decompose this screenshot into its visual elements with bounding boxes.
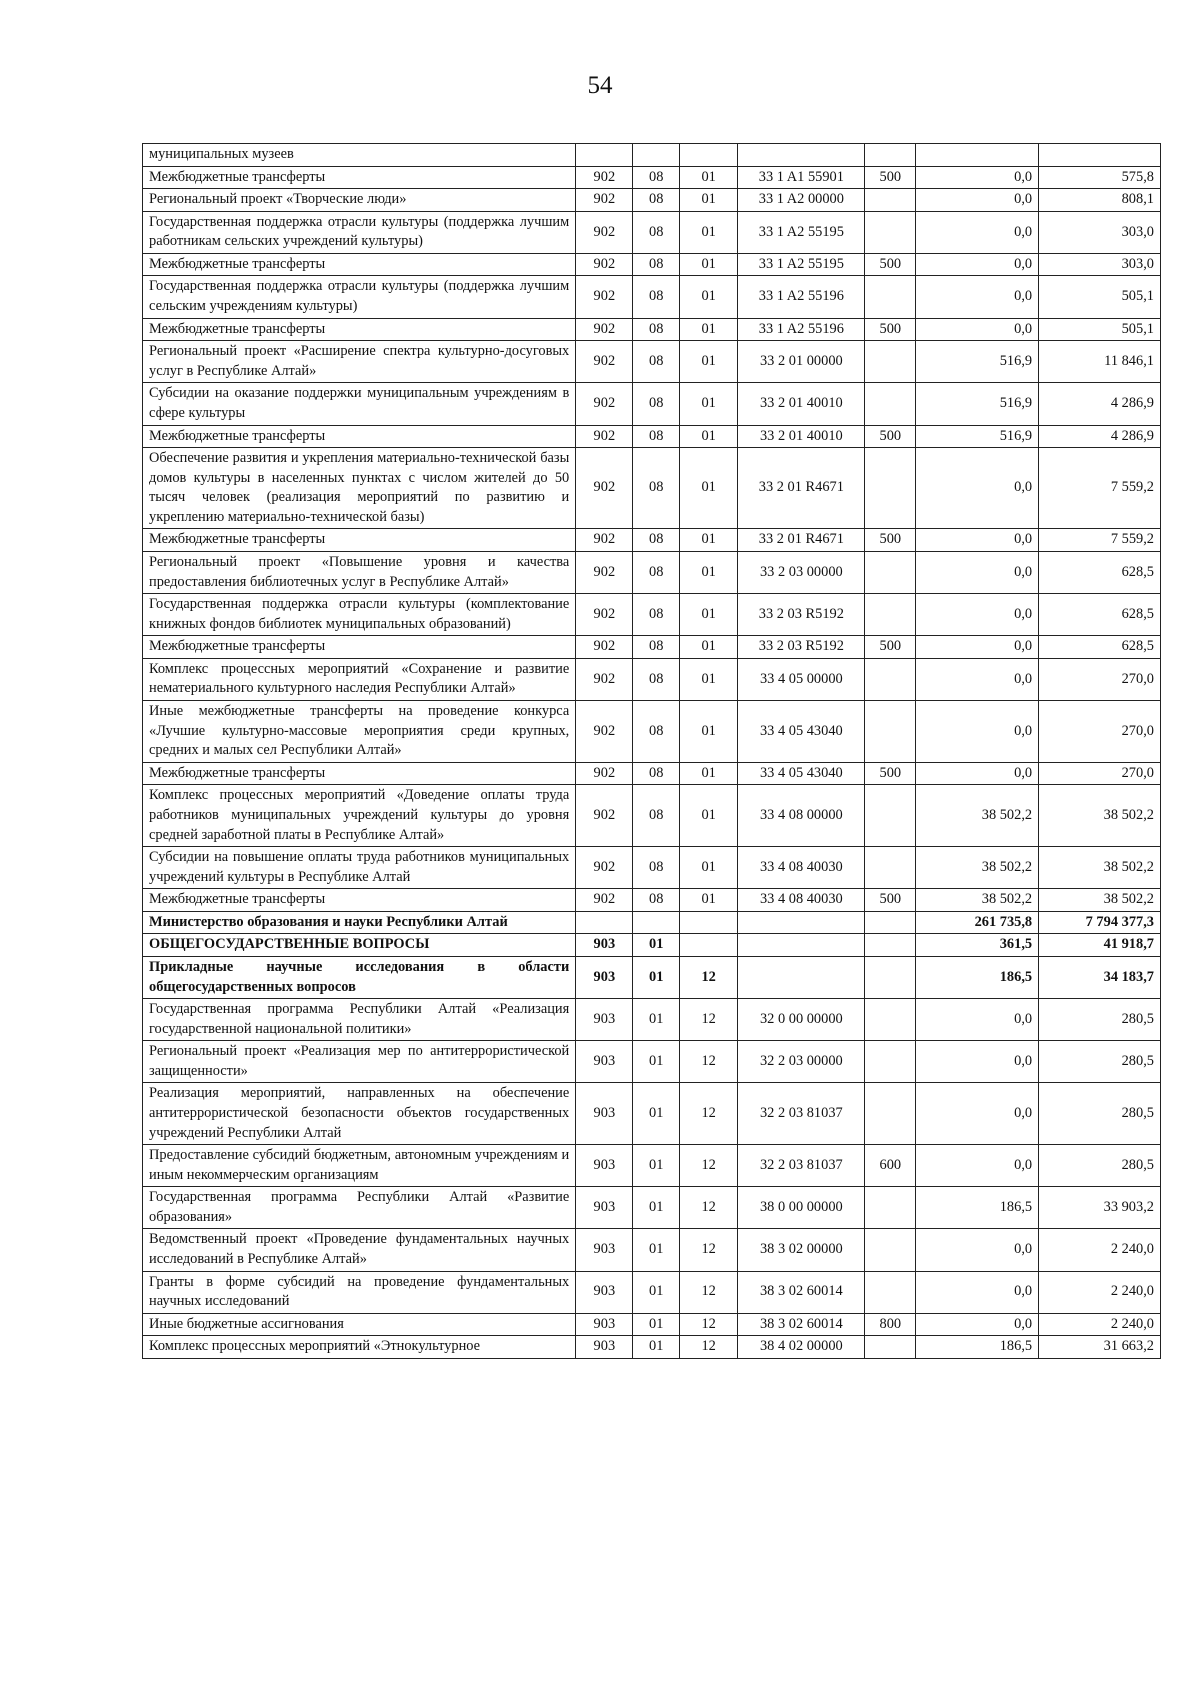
- target-article-code: 32 2 03 00000: [738, 1041, 865, 1083]
- department-code: 902: [576, 211, 633, 253]
- amount-1: 0,0: [916, 448, 1039, 529]
- expense-type-code: [865, 1041, 916, 1083]
- expense-type-code: 500: [865, 425, 916, 448]
- department-code: 903: [576, 1313, 633, 1336]
- expense-type-code: [865, 785, 916, 847]
- section-code: 08: [633, 889, 680, 912]
- expense-type-code: 500: [865, 889, 916, 912]
- target-article-code: 33 4 05 00000: [738, 658, 865, 700]
- amount-1: 0,0: [916, 594, 1039, 636]
- table-row: [143, 658, 1161, 700]
- table-row: [143, 636, 1161, 659]
- subsection-code: 12: [680, 1145, 738, 1187]
- amount-2: 280,5: [1039, 1041, 1161, 1083]
- expense-type-code: [865, 211, 916, 253]
- row-description: Субсидии на оказание поддержки муниципальным учреждениям в сфере культуры: [143, 383, 576, 425]
- subsection-code: 01: [680, 383, 738, 425]
- section-code: 08: [633, 189, 680, 212]
- row-description: Обеспечение развития и укрепления материально-технической базы домов культуры в населенных пунктах с числом жителей до 50 тысяч человек (реализация мероприятий по развитию и укреплению материально-технической базы): [143, 448, 576, 529]
- section-code: 08: [633, 529, 680, 552]
- table-row: [143, 889, 1161, 912]
- amount-2: 2 240,0: [1039, 1229, 1161, 1271]
- target-article-code: 33 4 05 43040: [738, 701, 865, 763]
- subsection-code: 01: [680, 448, 738, 529]
- subsection-code: 12: [680, 1313, 738, 1336]
- target-article-code: 33 2 03 R5192: [738, 594, 865, 636]
- expense-type-code: [865, 551, 916, 593]
- subsection-code: 01: [680, 762, 738, 785]
- table-row: [143, 253, 1161, 276]
- row-description: Государственная программа Республики Алтай «Реализация государственной национальной политики»: [143, 999, 576, 1041]
- department-code: 902: [576, 551, 633, 593]
- amount-2: 34 183,7: [1039, 956, 1161, 998]
- subsection-code: 01: [680, 166, 738, 189]
- expense-type-code: [865, 1083, 916, 1145]
- section-code: 08: [633, 701, 680, 763]
- amount-1: 0,0: [916, 1313, 1039, 1336]
- subsection-code: 01: [680, 529, 738, 552]
- expense-type-code: [865, 448, 916, 529]
- target-article-code: 33 2 01 R4671: [738, 448, 865, 529]
- subsection-code: [680, 144, 738, 167]
- row-description: Государственная поддержка отрасли культуры (комплектование книжных фондов библиотек муниципальных образований): [143, 594, 576, 636]
- subsection-code: 12: [680, 1187, 738, 1229]
- amount-1: 186,5: [916, 1187, 1039, 1229]
- amount-2: 4 286,9: [1039, 425, 1161, 448]
- section-code: 08: [633, 276, 680, 318]
- amount-1: 0,0: [916, 1145, 1039, 1187]
- expense-type-code: [865, 1187, 916, 1229]
- budget-table: [142, 143, 1161, 1359]
- target-article-code: 33 1 A2 55195: [738, 211, 865, 253]
- section-code: 08: [633, 636, 680, 659]
- expense-type-code: [865, 189, 916, 212]
- department-code: [576, 144, 633, 167]
- subsection-code: 01: [680, 701, 738, 763]
- amount-1: 0,0: [916, 253, 1039, 276]
- table-row: [143, 318, 1161, 341]
- amount-1: 0,0: [916, 551, 1039, 593]
- target-article-code: 38 4 02 00000: [738, 1336, 865, 1359]
- table-row: [143, 785, 1161, 847]
- section-code: 08: [633, 383, 680, 425]
- amount-2: 11 846,1: [1039, 341, 1161, 383]
- target-article-code: 38 0 00 00000: [738, 1187, 865, 1229]
- amount-2: 7 559,2: [1039, 448, 1161, 529]
- target-article-code: 38 3 02 60014: [738, 1313, 865, 1336]
- amount-2: 38 502,2: [1039, 847, 1161, 889]
- target-article-code: 33 4 08 40030: [738, 847, 865, 889]
- expense-type-code: [865, 276, 916, 318]
- amount-1: 516,9: [916, 341, 1039, 383]
- amount-2: 7 794 377,3: [1039, 911, 1161, 934]
- department-code: 902: [576, 189, 633, 212]
- subsection-code: 12: [680, 1041, 738, 1083]
- table-row: [143, 594, 1161, 636]
- row-description: Прикладные научные исследования в области общегосударственных вопросов: [143, 956, 576, 998]
- section-code: 08: [633, 341, 680, 383]
- section-code: 08: [633, 594, 680, 636]
- subsection-code: 12: [680, 1083, 738, 1145]
- amount-1: 361,5: [916, 934, 1039, 957]
- amount-2: 628,5: [1039, 636, 1161, 659]
- amount-1: 516,9: [916, 383, 1039, 425]
- table-row: [143, 956, 1161, 998]
- section-code: [633, 911, 680, 934]
- subsection-code: 01: [680, 658, 738, 700]
- section-code: 08: [633, 448, 680, 529]
- target-article-code: 33 4 08 00000: [738, 785, 865, 847]
- department-code: 902: [576, 253, 633, 276]
- table-row: [143, 1145, 1161, 1187]
- target-article-code: 32 2 03 81037: [738, 1145, 865, 1187]
- row-description: Межбюджетные трансферты: [143, 529, 576, 552]
- row-description: Ведомственный проект «Проведение фундаментальных научных исследований в Республике Алтай»: [143, 1229, 576, 1271]
- expense-type-code: 500: [865, 636, 916, 659]
- expense-type-code: [865, 847, 916, 889]
- department-code: 902: [576, 341, 633, 383]
- amount-2: 303,0: [1039, 211, 1161, 253]
- amount-1: 38 502,2: [916, 889, 1039, 912]
- department-code: 902: [576, 529, 633, 552]
- section-code: 01: [633, 1187, 680, 1229]
- section-code: 01: [633, 1229, 680, 1271]
- table-row: [143, 166, 1161, 189]
- target-article-code: [738, 934, 865, 957]
- table-row: [143, 1041, 1161, 1083]
- department-code: 902: [576, 318, 633, 341]
- target-article-code: 33 4 05 43040: [738, 762, 865, 785]
- subsection-code: 12: [680, 1271, 738, 1313]
- amount-1: 0,0: [916, 189, 1039, 212]
- expense-type-code: [865, 1229, 916, 1271]
- subsection-code: 01: [680, 253, 738, 276]
- table-row: [143, 847, 1161, 889]
- department-code: 903: [576, 1187, 633, 1229]
- target-article-code: 33 2 01 00000: [738, 341, 865, 383]
- section-code: 08: [633, 762, 680, 785]
- amount-1: 0,0: [916, 701, 1039, 763]
- department-code: 902: [576, 425, 633, 448]
- amount-1: 186,5: [916, 1336, 1039, 1359]
- department-code: 903: [576, 1041, 633, 1083]
- department-code: 903: [576, 1271, 633, 1313]
- target-article-code: 38 3 02 00000: [738, 1229, 865, 1271]
- department-code: 902: [576, 762, 633, 785]
- section-code: 01: [633, 956, 680, 998]
- amount-2: 31 663,2: [1039, 1336, 1161, 1359]
- section-code: 01: [633, 1313, 680, 1336]
- target-article-code: [738, 144, 865, 167]
- subsection-code: 01: [680, 425, 738, 448]
- department-code: 903: [576, 1145, 633, 1187]
- amount-1: 0,0: [916, 1041, 1039, 1083]
- amount-1: 0,0: [916, 211, 1039, 253]
- expense-type-code: [865, 956, 916, 998]
- amount-2: [1039, 144, 1161, 167]
- subsection-code: 12: [680, 956, 738, 998]
- target-article-code: 33 2 03 R5192: [738, 636, 865, 659]
- row-description: Региональный проект «Расширение спектра культурно-досуговых услуг в Республике Алтай»: [143, 341, 576, 383]
- row-description: Иные межбюджетные трансферты на проведение конкурса «Лучшие культурно-массовые мероприятия среди крупных, средних и малых сел Республики Алтай»: [143, 701, 576, 763]
- amount-2: 505,1: [1039, 318, 1161, 341]
- department-code: 902: [576, 847, 633, 889]
- row-description: Межбюджетные трансферты: [143, 166, 576, 189]
- row-description: Субсидии на повышение оплаты труда работников муниципальных учреждений культуры в Республике Алтай: [143, 847, 576, 889]
- section-code: 01: [633, 1336, 680, 1359]
- amount-1: 38 502,2: [916, 847, 1039, 889]
- department-code: 903: [576, 956, 633, 998]
- table-row: [143, 1229, 1161, 1271]
- row-description: Межбюджетные трансферты: [143, 889, 576, 912]
- target-article-code: 33 1 A2 55196: [738, 318, 865, 341]
- section-code: 01: [633, 1041, 680, 1083]
- amount-1: 0,0: [916, 1229, 1039, 1271]
- amount-1: 0,0: [916, 529, 1039, 552]
- target-article-code: 38 3 02 60014: [738, 1271, 865, 1313]
- table-row: [143, 341, 1161, 383]
- subsection-code: 12: [680, 1336, 738, 1359]
- expense-type-code: 800: [865, 1313, 916, 1336]
- expense-type-code: [865, 911, 916, 934]
- amount-2: 270,0: [1039, 762, 1161, 785]
- subsection-code: 01: [680, 341, 738, 383]
- department-code: 902: [576, 166, 633, 189]
- department-code: 903: [576, 1229, 633, 1271]
- subsection-code: 01: [680, 594, 738, 636]
- table-row: [143, 1083, 1161, 1145]
- row-description: Предоставление субсидий бюджетным, автономным учреждениям и иным некоммерческим организациям: [143, 1145, 576, 1187]
- expense-type-code: [865, 999, 916, 1041]
- subsection-code: 01: [680, 785, 738, 847]
- row-description: муниципальных музеев: [143, 144, 576, 167]
- subsection-code: [680, 911, 738, 934]
- table-row: [143, 911, 1161, 934]
- expense-type-code: [865, 701, 916, 763]
- table-row: [143, 425, 1161, 448]
- department-code: 902: [576, 636, 633, 659]
- department-code: 903: [576, 934, 633, 957]
- amount-2: 270,0: [1039, 701, 1161, 763]
- expense-type-code: 600: [865, 1145, 916, 1187]
- amount-1: 0,0: [916, 762, 1039, 785]
- section-code: 01: [633, 1083, 680, 1145]
- section-code: 08: [633, 166, 680, 189]
- amount-1: 0,0: [916, 636, 1039, 659]
- department-code: 903: [576, 1083, 633, 1145]
- row-description: Региональный проект «Повышение уровня и качества предоставления библиотечных услуг в Республике Алтай»: [143, 551, 576, 593]
- department-code: 902: [576, 785, 633, 847]
- department-code: 902: [576, 658, 633, 700]
- amount-2: 7 559,2: [1039, 529, 1161, 552]
- amount-1: 0,0: [916, 1083, 1039, 1145]
- amount-2: 41 918,7: [1039, 934, 1161, 957]
- subsection-code: 01: [680, 847, 738, 889]
- amount-2: 575,8: [1039, 166, 1161, 189]
- table-row: [143, 1336, 1161, 1359]
- target-article-code: 32 0 00 00000: [738, 999, 865, 1041]
- table-row: [143, 276, 1161, 318]
- amount-2: 270,0: [1039, 658, 1161, 700]
- expense-type-code: 500: [865, 762, 916, 785]
- amount-2: 4 286,9: [1039, 383, 1161, 425]
- target-article-code: 32 2 03 81037: [738, 1083, 865, 1145]
- target-article-code: 33 2 03 00000: [738, 551, 865, 593]
- table-row: [143, 189, 1161, 212]
- amount-2: 33 903,2: [1039, 1187, 1161, 1229]
- amount-2: 628,5: [1039, 594, 1161, 636]
- section-code: 08: [633, 551, 680, 593]
- amount-1: 0,0: [916, 999, 1039, 1041]
- section-code: [633, 144, 680, 167]
- department-code: 902: [576, 889, 633, 912]
- expense-type-code: [865, 658, 916, 700]
- row-description: Межбюджетные трансферты: [143, 318, 576, 341]
- row-description: Межбюджетные трансферты: [143, 636, 576, 659]
- row-description: Региональный проект «Творческие люди»: [143, 189, 576, 212]
- amount-2: 2 240,0: [1039, 1271, 1161, 1313]
- amount-1: 516,9: [916, 425, 1039, 448]
- amount-1: 186,5: [916, 956, 1039, 998]
- table-row: [143, 529, 1161, 552]
- subsection-code: 01: [680, 636, 738, 659]
- row-description: Комплекс процессных мероприятий «Доведение оплаты труда работников муниципальных учреждений культуры до уровня средней заработной платы в Республике Алтай»: [143, 785, 576, 847]
- amount-1: [916, 144, 1039, 167]
- table-row: [143, 144, 1161, 167]
- table-row: [143, 1313, 1161, 1336]
- subsection-code: 12: [680, 999, 738, 1041]
- subsection-code: 01: [680, 551, 738, 593]
- row-description: Межбюджетные трансферты: [143, 253, 576, 276]
- department-code: 902: [576, 594, 633, 636]
- table-row: [143, 1271, 1161, 1313]
- amount-1: 0,0: [916, 318, 1039, 341]
- row-description: ОБЩЕГОСУДАРСТВЕННЫЕ ВОПРОСЫ: [143, 934, 576, 957]
- table-row: [143, 1187, 1161, 1229]
- row-description: Комплекс процессных мероприятий «Сохранение и развитие нематериального культурного наследия Республики Алтай»: [143, 658, 576, 700]
- section-code: 08: [633, 847, 680, 889]
- table-row: [143, 448, 1161, 529]
- department-code: 902: [576, 276, 633, 318]
- table-row: [143, 934, 1161, 957]
- amount-2: 280,5: [1039, 1145, 1161, 1187]
- section-code: 08: [633, 211, 680, 253]
- section-code: 01: [633, 999, 680, 1041]
- row-description: Иные бюджетные ассигнования: [143, 1313, 576, 1336]
- expense-type-code: [865, 934, 916, 957]
- amount-1: 0,0: [916, 276, 1039, 318]
- row-description: Государственная поддержка отрасли культуры (поддержка лучшим работникам сельских учреждений культуры): [143, 211, 576, 253]
- target-article-code: [738, 911, 865, 934]
- row-description: Межбюджетные трансферты: [143, 762, 576, 785]
- section-code: 08: [633, 658, 680, 700]
- department-code: 902: [576, 701, 633, 763]
- department-code: 903: [576, 999, 633, 1041]
- subsection-code: 01: [680, 318, 738, 341]
- table-row: [143, 762, 1161, 785]
- target-article-code: 33 2 01 R4671: [738, 529, 865, 552]
- table-row: [143, 701, 1161, 763]
- amount-1: 0,0: [916, 658, 1039, 700]
- page-number: 54: [587, 72, 613, 99]
- amount-2: 38 502,2: [1039, 889, 1161, 912]
- amount-1: 0,0: [916, 166, 1039, 189]
- target-article-code: [738, 956, 865, 998]
- subsection-code: 12: [680, 1229, 738, 1271]
- target-article-code: 33 4 08 40030: [738, 889, 865, 912]
- section-code: 01: [633, 1271, 680, 1313]
- amount-2: 505,1: [1039, 276, 1161, 318]
- expense-type-code: 500: [865, 529, 916, 552]
- amount-2: 303,0: [1039, 253, 1161, 276]
- expense-type-code: [865, 594, 916, 636]
- section-code: 08: [633, 425, 680, 448]
- target-article-code: 33 1 A2 55196: [738, 276, 865, 318]
- subsection-code: 01: [680, 889, 738, 912]
- section-code: 08: [633, 318, 680, 341]
- expense-type-code: [865, 1271, 916, 1313]
- amount-2: 2 240,0: [1039, 1313, 1161, 1336]
- expense-type-code: [865, 144, 916, 167]
- amount-2: 38 502,2: [1039, 785, 1161, 847]
- expense-type-code: 500: [865, 318, 916, 341]
- section-code: 08: [633, 785, 680, 847]
- row-description: Реализация мероприятий, направленных на обеспечение антитеррористической безопасности объектов государственных учреждений Республики Алтай: [143, 1083, 576, 1145]
- amount-2: 808,1: [1039, 189, 1161, 212]
- section-code: 01: [633, 934, 680, 957]
- subsection-code: 01: [680, 276, 738, 318]
- subsection-code: [680, 934, 738, 957]
- target-article-code: 33 2 01 40010: [738, 383, 865, 425]
- section-code: 08: [633, 253, 680, 276]
- target-article-code: 33 1 A2 00000: [738, 189, 865, 212]
- table-row: [143, 999, 1161, 1041]
- expense-type-code: [865, 341, 916, 383]
- subsection-code: 01: [680, 211, 738, 253]
- amount-2: 280,5: [1039, 1083, 1161, 1145]
- amount-2: 628,5: [1039, 551, 1161, 593]
- expense-type-code: 500: [865, 166, 916, 189]
- target-article-code: 33 1 A1 55901: [738, 166, 865, 189]
- row-description: Комплекс процессных мероприятий «Этнокультурное: [143, 1336, 576, 1359]
- department-code: [576, 911, 633, 934]
- row-description: Министерство образования и науки Республики Алтай: [143, 911, 576, 934]
- target-article-code: 33 2 01 40010: [738, 425, 865, 448]
- target-article-code: 33 1 A2 55195: [738, 253, 865, 276]
- row-description: Гранты в форме субсидий на проведение фундаментальных научных исследований: [143, 1271, 576, 1313]
- subsection-code: 01: [680, 189, 738, 212]
- table-row: [143, 383, 1161, 425]
- amount-1: 261 735,8: [916, 911, 1039, 934]
- table-row: [143, 551, 1161, 593]
- expense-type-code: 500: [865, 253, 916, 276]
- expense-type-code: [865, 383, 916, 425]
- expense-type-code: [865, 1336, 916, 1359]
- department-code: 902: [576, 383, 633, 425]
- section-code: 01: [633, 1145, 680, 1187]
- row-description: Межбюджетные трансферты: [143, 425, 576, 448]
- row-description: Государственная поддержка отрасли культуры (поддержка лучшим сельским учреждениям культуры): [143, 276, 576, 318]
- row-description: Государственная программа Республики Алтай «Развитие образования»: [143, 1187, 576, 1229]
- department-code: 903: [576, 1336, 633, 1359]
- row-description: Региональный проект «Реализация мер по антитеррористической защищенности»: [143, 1041, 576, 1083]
- department-code: 902: [576, 448, 633, 529]
- table-row: [143, 211, 1161, 253]
- amount-1: 0,0: [916, 1271, 1039, 1313]
- amount-2: 280,5: [1039, 999, 1161, 1041]
- amount-1: 38 502,2: [916, 785, 1039, 847]
